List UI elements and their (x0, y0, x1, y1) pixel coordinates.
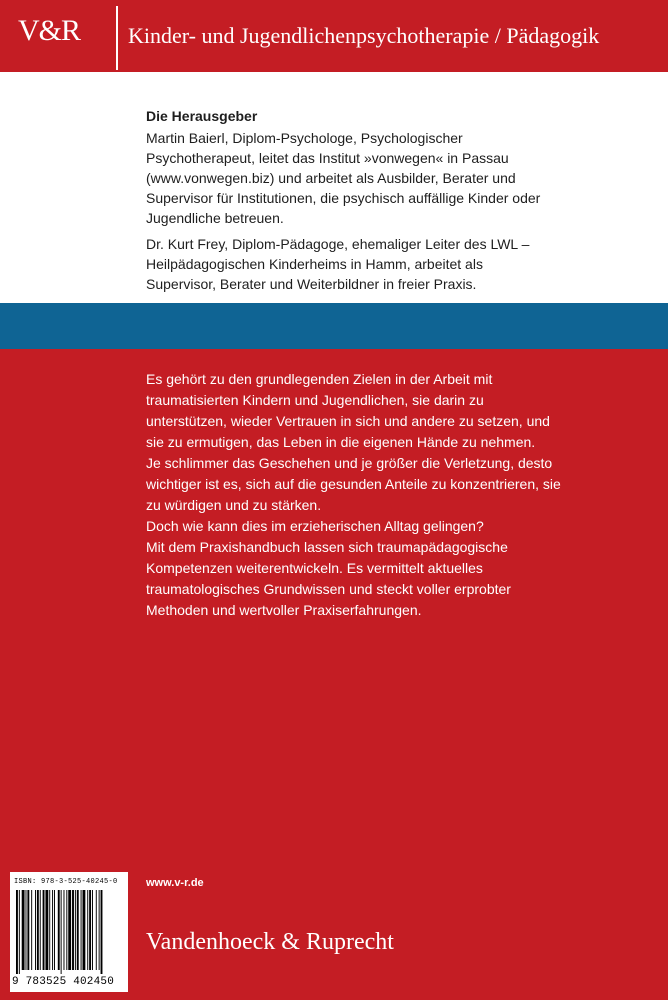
editors-heading: Die Herausgeber (146, 108, 258, 124)
barcode-bar (101, 890, 103, 974)
barcode-bar (52, 890, 53, 970)
barcode-bar (27, 890, 29, 970)
series-title: Kinder- und Jugendlichenpsychotherapie / Pädagogik (128, 23, 600, 48)
blurb-paragraph: Doch wie kann dies im erzieherischen Alltag gelingen? (146, 518, 484, 534)
publisher-logo: V&R (18, 14, 81, 47)
blurb-paragraph: Je schlimmer das Geschehen und je größer die Verletzung, desto wichtiger ist es, sich auf die gesunden Anteile zu konzentrieren, sie zu würdigen und zu stärken. (146, 455, 561, 513)
blue-band (0, 303, 668, 349)
editor-bio-frey: Dr. Kurt Frey, Diplom-Pädagoge, ehemaliger Leiter des LWL – Heilpädagogischen Kinderheims in Hamm, arbeitet als Supervisor, Berater und Weiterbildner in freier Praxis. (146, 236, 530, 292)
editor-bio-baierl: Martin Baierl, Diplom-Psychologe, Psychologischer Psychotherapeut, leitet das Institut »vonwegen« in Passau (www.vonwegen.biz) und arbeitet als Ausbilder, Berater und Supervisor für Institutionen, die psychisch auffällige Kinder oder Jugendliche betreuen. (146, 130, 541, 226)
editors-section (146, 106, 546, 300)
barcode-bar (58, 890, 60, 970)
barcode-bar (81, 890, 82, 970)
barcode-bars (16, 890, 122, 974)
barcode-bar (64, 890, 65, 970)
barcode-bar (89, 890, 91, 970)
barcode-bar (19, 890, 20, 974)
barcode-bar (75, 890, 76, 970)
barcode-bar (96, 890, 97, 970)
barcode-bar (68, 890, 71, 970)
barcode-bar (16, 890, 18, 974)
barcode-bar (61, 890, 62, 974)
barcode-bar (54, 890, 55, 970)
barcode-bar (83, 890, 86, 970)
blurb-paragraph: Mit dem Praxishandbuch lassen sich traumapädagogische Kompetenzen weiterentwickeln. Es vermittelt aktuelles traumatologisches Grundwissen und steckt voller erprobter Methoden und wertvoller Praxiserfahrungen. (146, 539, 511, 618)
blurb-paragraph: Es gehört zu den grundlegenden Zielen in der Arbeit mit traumatisierten Kindern und Jugendlichen, sie darin zu unterstützen, wieder Vertrauen in sich und andere zu setzen, und sie zu ermutigen, das Leben in die eigenen Hände zu nehmen. (146, 371, 550, 450)
barcode-bar (35, 890, 36, 970)
isbn-barcode (10, 872, 128, 992)
barcode-bar (37, 890, 39, 970)
barcode-bar (40, 890, 41, 970)
barcode-bar (77, 890, 79, 970)
barcode-bar (43, 890, 45, 970)
book-blurb (146, 369, 566, 621)
barcode-bar (45, 890, 48, 970)
isbn-label: ISBN: 978-3-525-40245-0 (14, 878, 118, 886)
barcode-bar (31, 890, 32, 970)
barcode-bar (87, 890, 88, 970)
barcode-bar (99, 890, 100, 970)
barcode-bar (92, 890, 93, 970)
barcode-bar (22, 890, 25, 970)
barcode-digits: 9 783525 402450 (12, 976, 115, 988)
barcode-bar (66, 890, 67, 970)
header-divider (116, 6, 118, 70)
publisher-name: Vandenhoeck & Ruprecht (146, 929, 394, 955)
series-header (0, 0, 668, 72)
publisher-website: www.v-r.de (146, 877, 204, 889)
barcode-bar (49, 890, 50, 970)
barcode-bar (72, 890, 74, 970)
barcode-bar (26, 890, 27, 970)
